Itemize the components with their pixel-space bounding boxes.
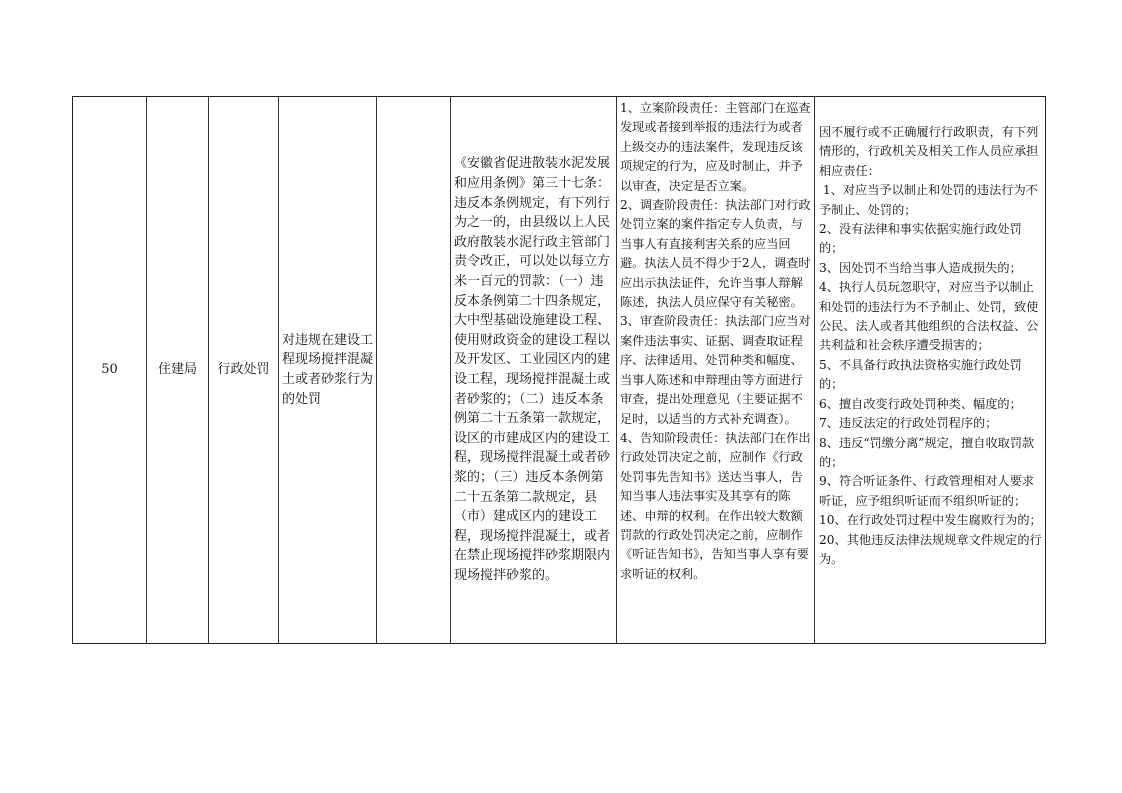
accountability-item: 8、违反“罚缴分离”规定，擅自收取罚款的；: [819, 435, 1035, 469]
accountability-cell: [815, 97, 1047, 643]
accountability-list: [819, 123, 1043, 569]
item-name-cell: [279, 97, 377, 643]
accountability-item: 20、其他违反法律法规规章文件规定的行为。: [819, 532, 1042, 566]
accountability-item: 4、执行人员玩忽职守，对应当予以制止和处罚的违法行为不予制止、处罚，致使公民、法人或者其他组织的合法权益、公共利益和社会秩序遭受损害的；: [819, 280, 1039, 353]
accountability-item: 10、在行政处罚过程中发生腐败行为的；: [819, 513, 1042, 528]
responsibility-cell: [617, 97, 815, 643]
accountability-item: 9、符合听证条件、行政管理相对人要求听证，应予组织听证而不组织听证的；: [819, 474, 1034, 508]
row-number-cell: [73, 97, 147, 643]
accountability-item: 2、没有法律和事实依据实施行政处罚的；: [819, 222, 1022, 256]
row-number: 50: [101, 362, 118, 378]
responsibility-item: 1、立案阶段责任：主管部门在巡查发现或者接到举报的违法行为或者上级交办的违法案件，发现违反该项规定的行为，应及时制止，并予以审查，决定是否立案。: [620, 101, 811, 193]
responsibility-item: 3、审查阶段责任：执法部门应当对案件违法事实、证据、调查取证程序、法律适用、处罚种类和幅度、当事人陈述和申辩理由等方面进行审查，提出处理意见（主要证据不足时，以适当的方式补充调查）。: [620, 314, 811, 426]
accountability-item: 7、违反法定的行政处罚程序的；: [819, 416, 998, 431]
item-name: 对违规在建设工程现场搅拌混凝土或者砂浆行为的处罚: [282, 332, 374, 407]
accountability-item: 6、擅自改变行政处罚种类、幅度的；: [819, 396, 1022, 411]
category: 行政处罚: [217, 362, 270, 378]
responsibility-list: [620, 99, 811, 584]
category-cell: [209, 97, 279, 643]
department-cell: [147, 97, 209, 643]
sub-item-cell: [377, 97, 451, 643]
department: 住建局: [157, 362, 197, 378]
legal-basis: 《安徽省促进散装水泥发展和应用条例》第三十七条：违反本条例规定，有下列行为之一的，由县级以上人民政府散装水泥行政主管部门责令改正，可以处以每立方米一百元的罚款：（一）违反本条例第二十四条规定，大中型基础设施建设工程、使用财政资金的建设工程以及开发区、工业园区内的建设工程，现场搅拌混凝土或者砂浆的；（二）违反本条例第二十五条第一款规定，设区的市建成区内的建设工程，现场搅拌混凝土或者砂浆的；（三）违反本条例第二十五条第二款规定，县（市）建成区内的建设工程，现场搅拌混凝土，或者在禁止现场搅拌砂浆期限内现场搅拌砂浆的。: [454, 156, 611, 583]
responsibility-item: 4、告知阶段责任：执法部门在作出行政处罚决定之前，应制作《行政处罚事先告知书》送达当事人，告知当事人违法事实及其享有的陈述、申辩的权利。在作出较大数额罚款的行政处罚决定之前，应制作《听证告知书》，告知当事人享有要求听证的权利。: [620, 430, 811, 581]
accountability-item: 5、不具备行政执法资格实施行政处罚的；: [819, 357, 1022, 392]
responsibility-item: 2、调查阶段责任：执法部门对行政处罚立案的案件指定专人负责，与当事人有直接利害关系的应当回避。执法人员不得少于2人，调查时应出示执法证件，允许当事人辩解陈述，执法人员应保守有关秘密。: [620, 198, 811, 310]
accountability-item: 3、因处罚不当给当事人造成损失的；: [819, 260, 1022, 275]
accountability-item: 1、对应当予以制止和处罚的违法行为不予制止、处罚的；: [819, 183, 1038, 217]
table-row: [72, 96, 1046, 644]
legal-basis-cell: [451, 97, 617, 643]
accountability-intro: 因不履行或不正确履行行政职责，有下列情形的，行政机关及相关工作人员应承担相应责任：: [819, 125, 1039, 178]
